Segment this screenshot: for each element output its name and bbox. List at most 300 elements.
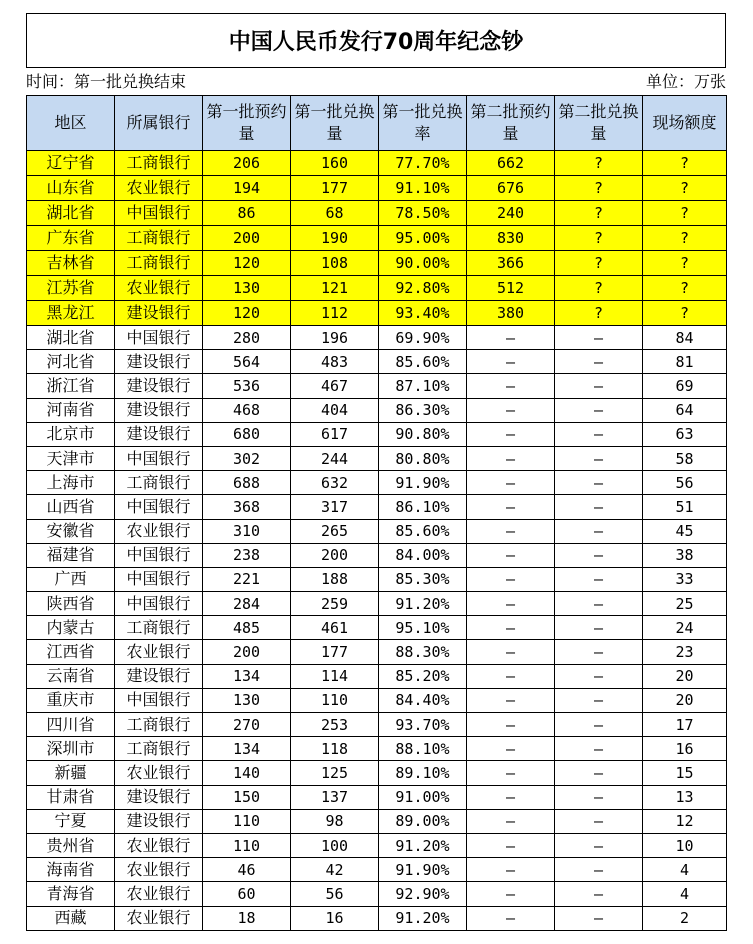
cell-batch1-rate: 86.30%: [379, 398, 467, 422]
table-row: [27, 737, 727, 761]
cell-region: 福建省: [27, 543, 115, 567]
cell-bank: 农业银行: [115, 640, 203, 664]
cell-onsite-quota: ?: [643, 226, 727, 251]
cell-batch1-reserved: 130: [203, 276, 291, 301]
cell-region: 陕西省: [27, 592, 115, 616]
cell-onsite-quota: 56: [643, 471, 727, 495]
cell-batch1-exchanged: 317: [291, 495, 379, 519]
cell-batch1-rate: 85.60%: [379, 350, 467, 374]
cell-region: 浙江省: [27, 374, 115, 398]
cell-batch2-exchanged: ?: [555, 301, 643, 326]
cell-onsite-quota: 2: [643, 906, 727, 930]
cell-batch1-exchanged: 118: [291, 737, 379, 761]
table-row: [27, 446, 727, 470]
cell-batch1-reserved: 150: [203, 785, 291, 809]
cell-bank: 中国银行: [115, 543, 203, 567]
cell-batch1-reserved: 270: [203, 713, 291, 737]
cell-batch1-reserved: 134: [203, 737, 291, 761]
table-row: [27, 567, 727, 591]
table-row: [27, 761, 727, 785]
table-row: [27, 906, 727, 930]
cell-region: 宁夏: [27, 809, 115, 833]
table-row: [27, 495, 727, 519]
cell-bank: 中国银行: [115, 688, 203, 712]
cell-batch1-rate: 91.90%: [379, 471, 467, 495]
cell-batch1-exchanged: 42: [291, 858, 379, 882]
cell-bank: 农业银行: [115, 882, 203, 906]
title-box: [26, 13, 726, 68]
cell-batch1-reserved: 120: [203, 301, 291, 326]
cell-onsite-quota: 64: [643, 398, 727, 422]
cell-batch1-rate: 89.10%: [379, 761, 467, 785]
cell-onsite-quota: 16: [643, 737, 727, 761]
cell-batch1-rate: 90.80%: [379, 422, 467, 446]
cell-batch1-reserved: 200: [203, 640, 291, 664]
cell-batch1-rate: 95.00%: [379, 226, 467, 251]
cell-batch1-exchanged: 56: [291, 882, 379, 906]
cell-onsite-quota: 84: [643, 326, 727, 350]
cell-batch1-rate: 88.10%: [379, 737, 467, 761]
cell-onsite-quota: ?: [643, 151, 727, 176]
cell-region: 河南省: [27, 398, 115, 422]
cell-batch2-reserved: —: [467, 737, 555, 761]
cell-batch1-reserved: 134: [203, 664, 291, 688]
cell-batch1-exchanged: 200: [291, 543, 379, 567]
cell-region: 天津市: [27, 446, 115, 470]
cell-batch1-exchanged: 121: [291, 276, 379, 301]
table-row: [27, 519, 727, 543]
table-row: [27, 326, 727, 350]
cell-bank: 工商银行: [115, 471, 203, 495]
cell-batch2-exchanged: —: [555, 713, 643, 737]
cell-batch1-rate: 91.20%: [379, 906, 467, 930]
cell-batch1-exchanged: 632: [291, 471, 379, 495]
cell-batch2-reserved: —: [467, 495, 555, 519]
cell-batch2-reserved: —: [467, 882, 555, 906]
cell-batch1-reserved: 110: [203, 809, 291, 833]
cell-batch1-rate: 88.30%: [379, 640, 467, 664]
cell-region: 山东省: [27, 176, 115, 201]
cell-bank: 工商银行: [115, 151, 203, 176]
table-row: [27, 201, 727, 226]
cell-region: 广东省: [27, 226, 115, 251]
cell-batch1-exchanged: 177: [291, 640, 379, 664]
cell-region: 新疆: [27, 761, 115, 785]
table-row: [27, 664, 727, 688]
cell-region: 黑龙江: [27, 301, 115, 326]
cell-onsite-quota: 51: [643, 495, 727, 519]
cell-batch2-exchanged: —: [555, 761, 643, 785]
table-row: [27, 858, 727, 882]
cell-bank: 工商银行: [115, 713, 203, 737]
cell-bank: 建设银行: [115, 398, 203, 422]
cell-batch1-rate: 85.30%: [379, 567, 467, 591]
cell-onsite-quota: 4: [643, 858, 727, 882]
cell-onsite-quota: 10: [643, 833, 727, 857]
cell-onsite-quota: 13: [643, 785, 727, 809]
cell-batch2-exchanged: —: [555, 398, 643, 422]
table-row: [27, 785, 727, 809]
cell-batch2-reserved: —: [467, 858, 555, 882]
cell-batch1-exchanged: 125: [291, 761, 379, 785]
cell-batch2-exchanged: ?: [555, 151, 643, 176]
header-batch1-exchanged: 第一批兑换量: [291, 96, 379, 151]
table-row: [27, 398, 727, 422]
cell-onsite-quota: 23: [643, 640, 727, 664]
cell-batch2-reserved: —: [467, 350, 555, 374]
cell-region: 广西: [27, 567, 115, 591]
cell-batch1-reserved: 110: [203, 833, 291, 857]
cell-batch2-reserved: —: [467, 688, 555, 712]
cell-batch2-reserved: —: [467, 640, 555, 664]
cell-bank: 中国银行: [115, 446, 203, 470]
time-label: 时间：第一批兑换结束: [26, 72, 187, 91]
cell-batch1-rate: 77.70%: [379, 151, 467, 176]
cell-batch1-rate: 85.60%: [379, 519, 467, 543]
cell-batch2-reserved: —: [467, 446, 555, 470]
cell-batch1-reserved: 468: [203, 398, 291, 422]
cell-bank: 农业银行: [115, 906, 203, 930]
table-row: [27, 592, 727, 616]
cell-batch1-rate: 89.00%: [379, 809, 467, 833]
cell-batch1-reserved: 368: [203, 495, 291, 519]
data-table: [26, 95, 727, 931]
cell-region: 深圳市: [27, 737, 115, 761]
cell-onsite-quota: ?: [643, 301, 727, 326]
cell-batch2-exchanged: —: [555, 350, 643, 374]
header-region: 地区: [27, 96, 115, 151]
cell-onsite-quota: ?: [643, 276, 727, 301]
cell-region: 海南省: [27, 858, 115, 882]
cell-batch1-exchanged: 190: [291, 226, 379, 251]
cell-batch1-reserved: 221: [203, 567, 291, 591]
cell-onsite-quota: 12: [643, 809, 727, 833]
table-row: [27, 616, 727, 640]
cell-batch1-reserved: 194: [203, 176, 291, 201]
cell-bank: 工商银行: [115, 226, 203, 251]
cell-batch1-rate: 93.70%: [379, 713, 467, 737]
cell-bank: 建设银行: [115, 809, 203, 833]
cell-region: 湖北省: [27, 326, 115, 350]
cell-batch2-reserved: —: [467, 809, 555, 833]
cell-bank: 农业银行: [115, 176, 203, 201]
cell-onsite-quota: 45: [643, 519, 727, 543]
cell-batch1-rate: 91.20%: [379, 592, 467, 616]
cell-batch1-rate: 91.20%: [379, 833, 467, 857]
table-row: [27, 176, 727, 201]
cell-batch2-reserved: 830: [467, 226, 555, 251]
cell-batch2-exchanged: —: [555, 422, 643, 446]
cell-bank: 中国银行: [115, 326, 203, 350]
cell-batch1-rate: 95.10%: [379, 616, 467, 640]
cell-batch1-exchanged: 467: [291, 374, 379, 398]
cell-batch2-exchanged: —: [555, 446, 643, 470]
cell-batch2-reserved: —: [467, 713, 555, 737]
cell-batch2-exchanged: —: [555, 664, 643, 688]
cell-batch1-rate: 92.80%: [379, 276, 467, 301]
cell-batch2-exchanged: —: [555, 616, 643, 640]
table-row: [27, 151, 727, 176]
table-row: [27, 809, 727, 833]
cell-batch2-exchanged: ?: [555, 276, 643, 301]
cell-batch1-exchanged: 68: [291, 201, 379, 226]
header-onsite-quota: 现场额度: [643, 96, 727, 151]
cell-batch2-exchanged: ?: [555, 226, 643, 251]
cell-batch1-exchanged: 137: [291, 785, 379, 809]
cell-batch2-reserved: 240: [467, 201, 555, 226]
cell-batch1-exchanged: 253: [291, 713, 379, 737]
cell-batch1-reserved: 60: [203, 882, 291, 906]
cell-batch2-exchanged: —: [555, 519, 643, 543]
cell-bank: 建设银行: [115, 785, 203, 809]
cell-batch1-reserved: 200: [203, 226, 291, 251]
cell-batch2-reserved: 676: [467, 176, 555, 201]
cell-batch2-exchanged: —: [555, 592, 643, 616]
cell-batch2-exchanged: —: [555, 785, 643, 809]
table-row: [27, 422, 727, 446]
cell-batch2-exchanged: —: [555, 326, 643, 350]
cell-batch1-reserved: 688: [203, 471, 291, 495]
cell-batch2-reserved: —: [467, 519, 555, 543]
cell-batch1-exchanged: 196: [291, 326, 379, 350]
cell-onsite-quota: 38: [643, 543, 727, 567]
cell-region: 山西省: [27, 495, 115, 519]
cell-batch2-exchanged: —: [555, 495, 643, 519]
cell-batch1-exchanged: 114: [291, 664, 379, 688]
cell-onsite-quota: ?: [643, 251, 727, 276]
cell-batch1-rate: 91.90%: [379, 858, 467, 882]
cell-batch2-exchanged: —: [555, 688, 643, 712]
cell-bank: 农业银行: [115, 761, 203, 785]
cell-region: 西藏: [27, 906, 115, 930]
cell-batch2-reserved: —: [467, 422, 555, 446]
cell-batch2-reserved: —: [467, 567, 555, 591]
cell-batch1-reserved: 130: [203, 688, 291, 712]
cell-batch1-exchanged: 404: [291, 398, 379, 422]
cell-batch1-rate: 90.00%: [379, 251, 467, 276]
cell-batch1-rate: 78.50%: [379, 201, 467, 226]
cell-batch1-rate: 69.90%: [379, 326, 467, 350]
cell-onsite-quota: 33: [643, 567, 727, 591]
cell-batch2-reserved: —: [467, 398, 555, 422]
cell-batch1-exchanged: 177: [291, 176, 379, 201]
cell-batch2-reserved: —: [467, 374, 555, 398]
table-row: [27, 833, 727, 857]
cell-batch1-reserved: 86: [203, 201, 291, 226]
cell-batch1-exchanged: 244: [291, 446, 379, 470]
cell-batch2-reserved: —: [467, 906, 555, 930]
cell-onsite-quota: 69: [643, 374, 727, 398]
cell-batch2-exchanged: —: [555, 543, 643, 567]
cell-batch1-reserved: 302: [203, 446, 291, 470]
cell-bank: 建设银行: [115, 350, 203, 374]
cell-batch2-reserved: —: [467, 664, 555, 688]
cell-batch1-reserved: 140: [203, 761, 291, 785]
cell-batch1-rate: 86.10%: [379, 495, 467, 519]
cell-batch1-reserved: 46: [203, 858, 291, 882]
cell-onsite-quota: 4: [643, 882, 727, 906]
cell-batch2-exchanged: —: [555, 640, 643, 664]
cell-batch1-reserved: 680: [203, 422, 291, 446]
cell-batch1-reserved: 564: [203, 350, 291, 374]
cell-batch1-exchanged: 110: [291, 688, 379, 712]
cell-onsite-quota: 58: [643, 446, 727, 470]
cell-batch1-reserved: 18: [203, 906, 291, 930]
cell-batch2-exchanged: —: [555, 858, 643, 882]
cell-batch1-reserved: 206: [203, 151, 291, 176]
cell-batch1-reserved: 280: [203, 326, 291, 350]
cell-batch1-reserved: 284: [203, 592, 291, 616]
cell-region: 上海市: [27, 471, 115, 495]
cell-batch1-rate: 91.00%: [379, 785, 467, 809]
cell-batch2-exchanged: —: [555, 737, 643, 761]
cell-region: 重庆市: [27, 688, 115, 712]
cell-batch1-exchanged: 259: [291, 592, 379, 616]
cell-batch2-exchanged: —: [555, 882, 643, 906]
cell-onsite-quota: 25: [643, 592, 727, 616]
cell-batch2-reserved: —: [467, 471, 555, 495]
unit-label: 单位：万张: [645, 72, 726, 91]
cell-batch2-exchanged: —: [555, 374, 643, 398]
cell-region: 辽宁省: [27, 151, 115, 176]
cell-bank: 中国银行: [115, 495, 203, 519]
cell-bank: 农业银行: [115, 519, 203, 543]
cell-region: 甘肃省: [27, 785, 115, 809]
cell-onsite-quota: 20: [643, 688, 727, 712]
header-batch1-rate: 第一批兑换率: [379, 96, 467, 151]
cell-batch1-exchanged: 112: [291, 301, 379, 326]
cell-onsite-quota: ?: [643, 201, 727, 226]
cell-batch2-exchanged: —: [555, 567, 643, 591]
cell-onsite-quota: 24: [643, 616, 727, 640]
cell-batch1-exchanged: 188: [291, 567, 379, 591]
cell-batch1-rate: 80.80%: [379, 446, 467, 470]
table-row: [27, 713, 727, 737]
cell-batch1-reserved: 238: [203, 543, 291, 567]
cell-batch2-exchanged: —: [555, 809, 643, 833]
cell-batch2-reserved: —: [467, 833, 555, 857]
table-row: [27, 350, 727, 374]
cell-region: 吉林省: [27, 251, 115, 276]
cell-onsite-quota: 81: [643, 350, 727, 374]
cell-batch1-reserved: 310: [203, 519, 291, 543]
cell-batch1-exchanged: 16: [291, 906, 379, 930]
cell-region: 内蒙古: [27, 616, 115, 640]
cell-batch2-reserved: 662: [467, 151, 555, 176]
table-row: [27, 640, 727, 664]
table-row: [27, 543, 727, 567]
cell-batch2-reserved: —: [467, 592, 555, 616]
cell-bank: 农业银行: [115, 833, 203, 857]
cell-region: 江苏省: [27, 276, 115, 301]
cell-bank: 工商银行: [115, 251, 203, 276]
cell-batch1-rate: 85.20%: [379, 664, 467, 688]
cell-batch2-reserved: 380: [467, 301, 555, 326]
cell-batch1-exchanged: 265: [291, 519, 379, 543]
cell-batch2-reserved: —: [467, 616, 555, 640]
page-title: 中国人民币发行70周年纪念钞: [228, 30, 524, 55]
cell-region: 四川省: [27, 713, 115, 737]
header-batch2-exchanged: 第二批兑换量: [555, 96, 643, 151]
cell-batch1-rate: 84.40%: [379, 688, 467, 712]
header-batch2-reserved: 第二批预约量: [467, 96, 555, 151]
cell-bank: 中国银行: [115, 592, 203, 616]
header-batch1-reserved: 第一批预约量: [203, 96, 291, 151]
cell-batch2-exchanged: —: [555, 471, 643, 495]
cell-bank: 建设银行: [115, 301, 203, 326]
cell-batch1-exchanged: 108: [291, 251, 379, 276]
cell-bank: 工商银行: [115, 737, 203, 761]
table-row: [27, 301, 727, 326]
table-row: [27, 688, 727, 712]
cell-region: 北京市: [27, 422, 115, 446]
cell-onsite-quota: 63: [643, 422, 727, 446]
cell-onsite-quota: ?: [643, 176, 727, 201]
header-row: [27, 96, 727, 151]
cell-region: 青海省: [27, 882, 115, 906]
cell-bank: 中国银行: [115, 567, 203, 591]
cell-batch1-exchanged: 160: [291, 151, 379, 176]
table-row: [27, 251, 727, 276]
cell-region: 贵州省: [27, 833, 115, 857]
cell-onsite-quota: 15: [643, 761, 727, 785]
cell-region: 安徽省: [27, 519, 115, 543]
cell-batch2-exchanged: ?: [555, 251, 643, 276]
cell-region: 湖北省: [27, 201, 115, 226]
table-row: [27, 471, 727, 495]
cell-batch1-exchanged: 461: [291, 616, 379, 640]
cell-batch1-rate: 87.10%: [379, 374, 467, 398]
cell-batch1-rate: 92.90%: [379, 882, 467, 906]
cell-onsite-quota: 20: [643, 664, 727, 688]
cell-batch1-rate: 91.10%: [379, 176, 467, 201]
cell-bank: 农业银行: [115, 276, 203, 301]
cell-region: 河北省: [27, 350, 115, 374]
cell-batch2-exchanged: —: [555, 906, 643, 930]
cell-bank: 工商银行: [115, 616, 203, 640]
cell-batch1-exchanged: 617: [291, 422, 379, 446]
cell-bank: 中国银行: [115, 201, 203, 226]
table-row: [27, 882, 727, 906]
cell-bank: 建设银行: [115, 664, 203, 688]
cell-bank: 农业银行: [115, 858, 203, 882]
cell-batch1-reserved: 120: [203, 251, 291, 276]
cell-batch2-reserved: —: [467, 761, 555, 785]
header-bank: 所属银行: [115, 96, 203, 151]
cell-batch1-exchanged: 98: [291, 809, 379, 833]
cell-batch2-reserved: 366: [467, 251, 555, 276]
cell-batch2-reserved: —: [467, 543, 555, 567]
cell-batch2-reserved: 512: [467, 276, 555, 301]
cell-region: 云南省: [27, 664, 115, 688]
cell-batch2-exchanged: —: [555, 833, 643, 857]
cell-batch1-exchanged: 483: [291, 350, 379, 374]
cell-batch1-reserved: 536: [203, 374, 291, 398]
cell-batch1-exchanged: 100: [291, 833, 379, 857]
cell-batch1-rate: 93.40%: [379, 301, 467, 326]
cell-batch2-exchanged: ?: [555, 176, 643, 201]
cell-region: 江西省: [27, 640, 115, 664]
table-row: [27, 226, 727, 251]
cell-batch1-rate: 84.00%: [379, 543, 467, 567]
table-row: [27, 374, 727, 398]
cell-batch2-reserved: —: [467, 785, 555, 809]
cell-bank: 建设银行: [115, 374, 203, 398]
cell-onsite-quota: 17: [643, 713, 727, 737]
table-row: [27, 276, 727, 301]
cell-batch2-reserved: —: [467, 326, 555, 350]
cell-bank: 建设银行: [115, 422, 203, 446]
